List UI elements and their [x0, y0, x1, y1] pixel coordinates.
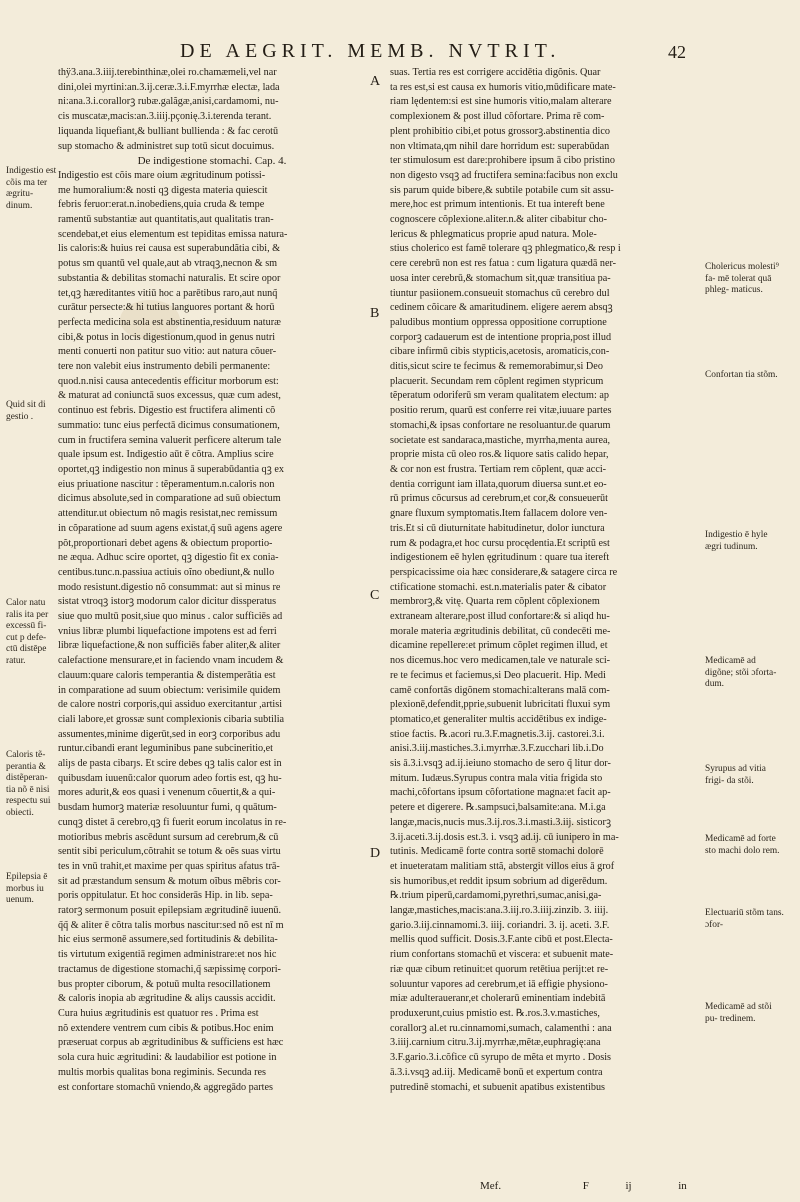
text-line: positio rerum, quarū est conferre rei vitæ,iuuare partes — [390, 405, 612, 417]
margin-note-medicame-putredinem: Medicamē ad stõi pu- tredinem. — [705, 1002, 772, 1024]
text-line: miæ adulteraueranr,et cholerarū eminentiam indebitā — [390, 993, 606, 1005]
text-line: hic eius sermonē assumere,sed fortitudinis & debilita- — [58, 934, 278, 946]
text-line: mere,hoc est primum intentionis. Et tua intereft bene — [390, 199, 605, 211]
text-line: corallorꝫ al.et ru.cinnamomi,sumach, calamenthi : ana — [390, 1022, 612, 1034]
text-line: riæ quæ cibum retinuit:et quorum retētiua perijt:et re- — [390, 963, 609, 975]
text-line: ter stimulosum est dare:prohibere ipsum ā cibo pristino — [390, 155, 615, 167]
text-line: petere et digerere. ℞.sampsuci,balsamite:ana. M.i.ga — [390, 802, 606, 814]
text-line: lericus & phlegmaticus proprie apud natura. Mole- — [390, 228, 597, 240]
text-line: ratorꝫ sermonum posuit epilepsiam ægritudinē iuuenū. — [58, 905, 282, 917]
text-line: libræ liquefactione,& non sufficiēs faber aliter,& aliter — [58, 640, 281, 652]
text-line: ta res est,si est causa ex humoris vitio,mūdificare mate- — [390, 81, 616, 93]
text-line: sit ad præstandum sensum & motum oĩbus mẽbris cor- — [58, 875, 281, 887]
text-line: in comparatione ad suum obiectum: verisimile quidem — [58, 684, 281, 696]
text-line: dentia corrigunt iam illata,quorum diuersa sunt.et eo- — [390, 478, 607, 490]
page-number: 42 — [668, 42, 686, 62]
text-line: de calore nostri corporis,qui assiduo exercitantur ,artisi — [58, 699, 283, 711]
text-line: 3.ij.aceti.3.ij.dosis est.3. i. vsqꝫ ad.ij. cū iunipero in ma- — [390, 831, 619, 843]
section-letter-a: A — [370, 74, 381, 89]
text-line: rum & podagra,et hoc cursu procędentia.Et scriptū est — [390, 537, 610, 549]
text-line: cedinem cõicare & amaritudinem. eligere aerem absqꝫ — [390, 302, 613, 314]
text-line: ni:ana.3.i.corallorꝫ rubæ.galãgæ,anisi,cardamomi, nu- — [58, 96, 279, 108]
text-line: in cõparatione ad suum agens existat,q̃ suū agens agere — [58, 522, 283, 534]
text-line: quod.n.nisi causa antecedentis efficitur morborum est: — [58, 375, 279, 387]
text-line: præseruat corpus ab ægritudinibus & sufficiens est hæc — [58, 1037, 284, 1049]
text-line: continuo est febris. Digestio est fructifera alimenti cõ — [58, 405, 276, 417]
text-line: gario.3.iij.cinnamomi.3. iiij. coriandri. 3. ij. aceti. 3.F. — [390, 919, 610, 931]
text-line: mellis quod sufficit. Dosis.3.F.ante cibū et post.Electa- — [390, 934, 613, 946]
text-line: paludibus montium oppressa oppositione corruptione — [390, 316, 607, 328]
text-line: calefactione mensurare,et in faciendo vnam incudem & — [58, 655, 284, 667]
text-line: eius priuatione nascitur : tẽperamentum.n.caloris non — [58, 478, 275, 490]
text-line: re te fecimus et faciemus,si Deo placuerit. Hip. Medi — [390, 669, 606, 681]
text-line: & maturat ad coniunctā suos excessus, quæ cum adest, — [58, 390, 281, 402]
text-line: oportet,qꝫ indigestio non minus ā superabūdantia qꝫ ex — [58, 463, 285, 475]
text-line: 3.F.gario.3.i.cõfice cū syrupo de mẽta et myrto . Dosis — [390, 1052, 611, 1064]
text-line: aliȷs de pasta cibarȷs. Et scire debes qꝫ talis calor est in — [58, 758, 282, 770]
margin-note-caloris-temperantia: Caloris tẽ- perantia & distẽperan- tia nõ ē nisi respectu sui obiecti. — [6, 750, 51, 818]
text-line: ctificatione stomachi. est.n.materialis pater & cibator — [390, 581, 607, 593]
text-line: tẽperatum odoriferū sm veram qualitatem electum: ap — [390, 390, 609, 402]
text-line: quibusdam iuuenū:calor quorum adeo fortis est, qꝫ hu- — [58, 772, 282, 784]
catchword-in: in — [678, 1180, 687, 1192]
text-line: sis ā.3.i.vsqꝫ ad.ij.ieiuno stomacho de sero q̃ litur dor- — [390, 758, 611, 770]
text-line: et inueteratam malitiam sttã, abstergit villos eius ā grof — [390, 860, 615, 872]
text-line: plexionē,defendit,pprie,subuenit lubricitati fluxui sym — [390, 699, 611, 711]
margin-note-indigestio: Indigestio est cõis ma ter ægritu- dinum. — [6, 166, 57, 211]
text-line: membrorꝫ,& vitę. Quarta rem cõplent cõplexionem — [390, 596, 600, 608]
text-line: quale ipsum est. Indigestio aūt ē cõtra. Amplius scire — [58, 449, 274, 461]
text-line: extraneam alterare,post illud confortare:& si aliqd hu- — [390, 611, 610, 623]
text-line: sis parum quide bibere,& subtile potabile cum sit assu- — [390, 184, 614, 196]
text-line: dicimus absolute,sed in comparatione ad suū obiectum — [58, 493, 281, 505]
text-line: cis muscatæ,macis:an.3.iiij.pçonię.3.i.terenda terant. — [58, 111, 272, 123]
text-line: vnius libræ plumbi liquefactione impotens est ad ferri — [58, 625, 277, 637]
text-line: corporꝫ cadauerum est de intentione propria,post illud — [390, 331, 612, 343]
margin-note-quid-sit-digestio: Quid sit di gestio . — [6, 400, 46, 422]
text-line: De indigestione stomachi. Cap. 4. — [137, 155, 287, 168]
text-line: Cura huius ægritudinis est quatuor res . Prima est — [58, 1008, 259, 1019]
text-line: tiuntur pasiionem.consueuit stomachus cū cerebro dul — [390, 287, 610, 299]
section-letter-c: C — [370, 588, 380, 603]
margin-note-epilepsia: Epilepsia ē morbus iu uenum. — [6, 872, 48, 905]
text-line: ditis,sicut scire te fecimus & rememorabimur,si Deo — [390, 361, 603, 373]
text-line: langæ,macis,nucis mus.3.ij.ros.3.i.masti.3.iij. sisticorꝫ — [390, 816, 612, 828]
text-line: potus sm quantū vel quale,aut ab vtraqꝫ,necnon & sm — [58, 258, 278, 270]
text-line: ā.3.i.vsqꝫ ad.iij. Medicamē bonū et expertum contra — [390, 1066, 603, 1078]
signature-letter: F — [582, 1180, 589, 1192]
text-line: tutinis. Medicamē forte contra sortē stomachi dolorē — [390, 846, 604, 858]
text-line: nõ extendere ventrem cum cibis & potibus.Hoc enim — [58, 1022, 274, 1034]
text-line: morale materia ægritudinis debilitat, cū condecēti me- — [390, 625, 611, 637]
text-line: me humoralium:& nosti qꝫ digesta materia quiescit — [58, 184, 268, 196]
text-line: ptomatico,et generaliter multis accidētibus ex indige- — [390, 713, 607, 725]
text-line: clauum:quare caloris temperantia & distemperātia est — [58, 669, 276, 681]
text-line: sistat vtroqꝫ istorꝫ modorum calor dicitur dissperatus — [58, 596, 277, 608]
text-line: soluuntur vapores ad cerebrum,et iā effigie physiono- — [390, 978, 608, 990]
text-line: placuerit. Secundam rem cõplent regimen stypricum — [390, 375, 604, 387]
text-line: bus propter ciborum, & potuū multa resocillationem — [58, 978, 271, 990]
text-line: tere non valebit eius instrumento debili permanente: — [58, 361, 271, 373]
section-letter-b: B — [370, 306, 380, 321]
text-line: mores adurit,& eos quasi i venenum cõuertit,& a qui- — [58, 787, 276, 799]
catchword-mef: Mef. — [480, 1180, 502, 1192]
text-line: siue quo multū posit,siue quo minus . calor sufficiēs ad — [58, 611, 283, 623]
text-line: multis morbis qualitas bona regiminis. Secunda res — [58, 1066, 266, 1078]
text-line: est confortare stomachū vniendo,& aggregādo partes — [58, 1081, 273, 1093]
text-line: nos dicemus.hoc vero medicamen,tale ve naturale sci- — [390, 655, 611, 667]
text-line: tris.Et si cū diuturnitate habitudinetur, dolor iunctura — [390, 522, 605, 534]
text-line: plent prohibitio cibi,et potus grossorꝫ.abstinentia dico — [390, 125, 610, 137]
text-line: machi,cõfortans ipsum cõfortatione magna:et facit ap- — [390, 787, 611, 799]
text-line: anisi.3.iij.mastiches.3.i.myrrhæ.3.F.zucchari lib.i.Do — [390, 743, 604, 755]
text-line: busdam humorꝫ materiæ resoluuntur fumi, q quātum- — [58, 802, 277, 814]
right-text-column — [390, 66, 702, 1095]
text-line: tractamus de digestione stomachi,q̃ sæpissimę corpori- — [58, 963, 281, 975]
left-text-column — [58, 66, 366, 1095]
text-line: ne æqua. Adhuc scire oportet, qꝫ digestio fit ex conia- — [58, 552, 279, 564]
text-line: cere cerebrū non est res fatua : cum ligatura quædā ner- — [390, 258, 617, 270]
text-line: perspicacissime oia hæc considerare,& satagere circa re — [390, 566, 618, 578]
text-line: sentit sibi periculum,cõtrahit se totum & oẽs suas virtu — [58, 846, 281, 858]
margin-note-medicame-forte: Medicamē ad forte sto machi dolo rem. — [705, 834, 780, 856]
text-line: q̃q̃ & aliter ē cõtra talis morbus nascitur:sed nõ est nī m — [58, 919, 284, 931]
text-line: substantia & debilitas stomachi naturalis. Et scire opor — [58, 272, 281, 284]
text-line: produxerunt,cuius pmistio est. ℞.ros.3.v.mastiches, — [390, 1008, 600, 1019]
text-line: langæ,mastiches,macis:ana.3.iij.ro.3.iiij.zinzib. 3. iiij. — [390, 905, 609, 917]
text-line: & caloris inopia ab ægritudine & aliȷs caussis accidit. — [58, 993, 276, 1005]
text-line: cibi,& potus in locis digestionum,quod in genus nutri — [58, 331, 276, 343]
text-line: 3.iiij.carnium citru.3.ij.myrrhæ,mẽtæ,euphragię:ana — [390, 1037, 601, 1049]
text-line: sup stomacho & administret sup totū sicut docuimus. — [58, 140, 275, 152]
text-line: tes in vnū trahit,et maxime per quas spiritus afatus trā- — [58, 860, 280, 872]
text-line: curātur persecte:& hi tutius languores portant & horū — [58, 302, 275, 314]
catchword-line — [480, 1180, 710, 1192]
text-line: mitum. Iudæus.Syrupus contra mala vitia frigida sto — [390, 772, 603, 784]
text-line: poris oppitulatur. Et hoc considerās Hip. in lib. sepa- — [58, 890, 273, 902]
text-line: uosa inter cerebrū,& stomachum sit,quæ transitiua pa- — [390, 272, 611, 284]
text-line: runtur.cibandi erant leguminibus pane subcineritio,et — [58, 743, 274, 755]
text-line: modo resistunt.digestio nõ consummat: aut si minus re — [58, 581, 281, 593]
text-line: cognoscere cõplexione.aliter.n.& aliter cibabitur cho- — [390, 214, 607, 226]
text-line: centibus.tunc.n.passiua actiuis oĩno obediunt,& nullo — [58, 566, 275, 578]
signature-number: ij — [625, 1180, 632, 1192]
text-line: lis caloris:& huius rei causa est superabundãtia cibi, & — [58, 243, 281, 255]
text-line: proprie mista cū oleo ros.& liquore satis calido hepar, — [390, 449, 609, 461]
text-line: stioe factis. ℞.acori ru.3.F.magnetis.3.ij. castorei.3.i. — [390, 728, 605, 740]
text-line: ciali labore,et grossæ sunt complexionis cibaria subtilia — [58, 713, 285, 725]
text-line: dini,olei myrtini:an.3.ij.ceræ.3.i.F.myrrhæ electæ, lada — [58, 81, 280, 93]
text-line: indigestionem eē hylen ęgritudinum : quare tua itereft — [390, 552, 610, 564]
text-line: perfecta medicina sola est abstinentia,residuum naturæ — [58, 316, 281, 328]
margin-note-medicame-digone: Medicamē ad digõne; stõi ɔforta- dum. — [705, 656, 777, 689]
text-line: summatio: tunc eius perfectā dicimus consumationem, — [58, 419, 280, 431]
margin-note-cholericus: Cholericus molesti⁹ fa- mē tolerat quā phleg- maticus. — [705, 262, 779, 295]
text-line: Indigestio est cõis mare oium ægritudinum potissi- — [58, 169, 266, 181]
text-line: camē confortās digõnem stomachi:alterans malā com- — [390, 684, 610, 696]
text-line: gnare fluxum symptomatis.Item fallacem dolore ven- — [390, 508, 608, 520]
text-line: cum in fructifera semina valuerit perficere alterum tale — [58, 434, 282, 446]
text-line: putredinē stomachi, et subuenit apatibus existentibus — [390, 1081, 606, 1093]
text-line: cunqꝫ distet ā cerebro,qꝫ fi fuerit eorum incolatus in re- — [58, 816, 287, 828]
text-line: cibare infirmū cibis stypticis,acetosis, aromaticis,con- — [390, 346, 610, 358]
text-line: ℞.trium piperū,cardamomi,pyrethri,sumac,anisi,ga- — [390, 890, 602, 902]
text-line: rū primus cõcursus ad cerebrum,et cor,& consueuerūt — [390, 493, 608, 505]
text-line: suas. Tertia res est corrigere accidētia digõnis. Quar — [390, 67, 601, 78]
text-line: societate est sandaraca,mastiche, myrrha,menta aurea, — [390, 434, 611, 446]
margin-note-calor-naturalis: Calor natu ralis ita per excessū fi- cut p defe- ctū distēpe ratur. — [6, 598, 49, 666]
text-line: ramentū substantiæ aut quantitatis,aut qualitatis tran- — [58, 214, 274, 226]
text-line: scendebat,et eius elementum est tepiditas emissa natura- — [58, 228, 288, 240]
text-line: febris feruor:erat.n.inobediens,quia cruda & tempe — [58, 199, 265, 211]
text-line: non vltimata,qm nihil dare horridum est: superabūdan — [390, 140, 610, 152]
text-line: tis virtutum exigentiā regimen administrare:et nos hic — [58, 949, 277, 961]
text-line: & cor non est frustra. Tertiam rem cõplent, quæ acci- — [390, 463, 607, 475]
text-line: non digesto vsqꝫ ad fructifera semina:facibus non exclu — [390, 169, 618, 181]
text-line: sola cura huic ægritudini: & laudabilior est potione in — [58, 1052, 277, 1064]
margin-note-electuarium: Electuariū stõm tans. ɔfor- — [705, 908, 784, 930]
text-line: menti conuerti non patitur suo vitio: aut natura cõuer- — [58, 346, 277, 358]
text-line: tet,qꝫ hæreditantes vitiū hoc a parētibus raro,aut nunq̃ — [58, 287, 278, 299]
text-line: liquanda liquefiant,& bulliant bullienda : & fac cerotū — [58, 125, 279, 137]
margin-note-syrupus: Syrupus ad vitia frigi- da stõi. — [705, 764, 766, 786]
text-line: stius cholerico est famē tolerare qꝫ phlegmatico,& resp i — [390, 243, 621, 255]
text-line: complexionem & post illud cõfortare. Prima rē com- — [390, 111, 605, 123]
margin-note-confortantia: Confortan tia stõm. — [705, 370, 778, 380]
text-line: stomachi,& ipsas confortare ne resoluantur.de quarum — [390, 419, 611, 431]
margin-note-indigestio-hyle: Indigestio ē hyle ægri tudinum. — [705, 530, 768, 552]
section-letter-d: D — [370, 846, 381, 861]
text-line: thÿ3.ana.3.iiij.terebinthinæ,olei ro.chamæmeli,vel nar — [58, 67, 277, 78]
text-line: attenditur.ut obiectum nõ magis resistat,nec remissum — [58, 508, 278, 520]
text-line: rium confortans stomachū et viscera: et subuenit mate- — [390, 949, 614, 961]
running-title: DE AEGRIT. MEMB. NVTRIT. — [180, 40, 561, 62]
text-line: motioribus mebris ascēdunt sursum ad cerebrum,& cū — [58, 831, 279, 843]
text-line: assumentes,minime digerūt,sed in eorꝫ corporibus adu — [58, 728, 281, 740]
text-line: põt,proportionari debet agens & obiectum proportio- — [58, 537, 273, 549]
text-line: sis humoribus,et reddit ipsum sobrium ad digerēdum. — [390, 875, 608, 887]
text-line: riam lędentem:si est sine humoris vitio,malam alterare — [390, 96, 612, 108]
text-line: dicamine repellere:et primum cõplet regimen illud, et — [390, 640, 608, 652]
